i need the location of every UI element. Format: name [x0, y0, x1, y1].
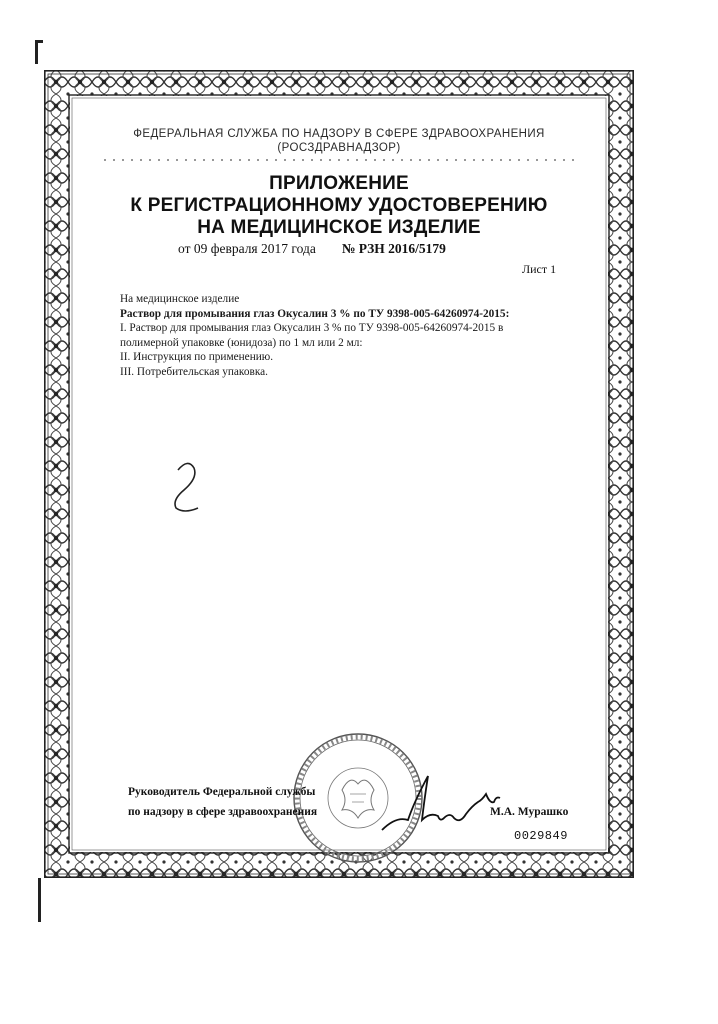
registration-number: № РЗН 2016/5179: [341, 241, 446, 256]
document-content: [44, 70, 634, 878]
body-line-item-1: I. Раствор для промывания глаз Окусалин 3 % по ТУ 9398-005-64260974-2015 в: [120, 322, 504, 335]
signatory-name: М.А. Мурашко: [490, 806, 569, 818]
scan-corner-mark: [34, 38, 44, 64]
body-line-device-name: Раствор для промывания глаз Окусалин 3 % по ТУ 9398-005-64260974-2015:: [120, 307, 510, 320]
body-line-item-3: III. Потребительская упаковка.: [120, 365, 268, 378]
z-line-mark: [164, 456, 218, 516]
signatory-title-line1: Руководитель Федеральной службы: [128, 786, 316, 798]
signatory-title-line2: по надзору в сфере здравоохранения: [128, 806, 318, 818]
issue-date: от 09 февраля 2017 года: [178, 241, 316, 256]
issue-date-line: [178, 241, 446, 257]
dotted-separator: [104, 156, 574, 164]
body-line-item-1-cont: полимерной упаковке (юнидоза) по 1 мл или 2 мл:: [120, 336, 363, 349]
device-description: [120, 292, 540, 380]
form-serial-number: 0029849: [514, 829, 568, 843]
document-title: ПРИЛОЖЕНИЕ: [269, 173, 409, 194]
document-subtitle-line2: НА МЕДИЦИНСКОЕ ИЗДЕЛИЕ: [197, 217, 481, 238]
body-line-intro: На медицинское изделие: [120, 293, 240, 305]
document-subtitle-line1: К РЕГИСТРАЦИОННОМУ УДОСТОВЕРЕНИЮ: [130, 195, 548, 216]
sheet-number: Лист 1: [522, 262, 557, 276]
agency-abbreviation: (РОСЗДРАВНАДЗОР): [277, 142, 401, 154]
body-line-item-2: II. Инструкция по применению.: [120, 351, 274, 364]
handwritten-signature: [374, 772, 524, 836]
agency-name: ФЕДЕРАЛЬНАЯ СЛУЖБА ПО НАДЗОРУ В СФЕРЕ ЗДРАВООХРАНЕНИЯ: [133, 128, 545, 140]
scan-edge-mark: [38, 878, 41, 922]
